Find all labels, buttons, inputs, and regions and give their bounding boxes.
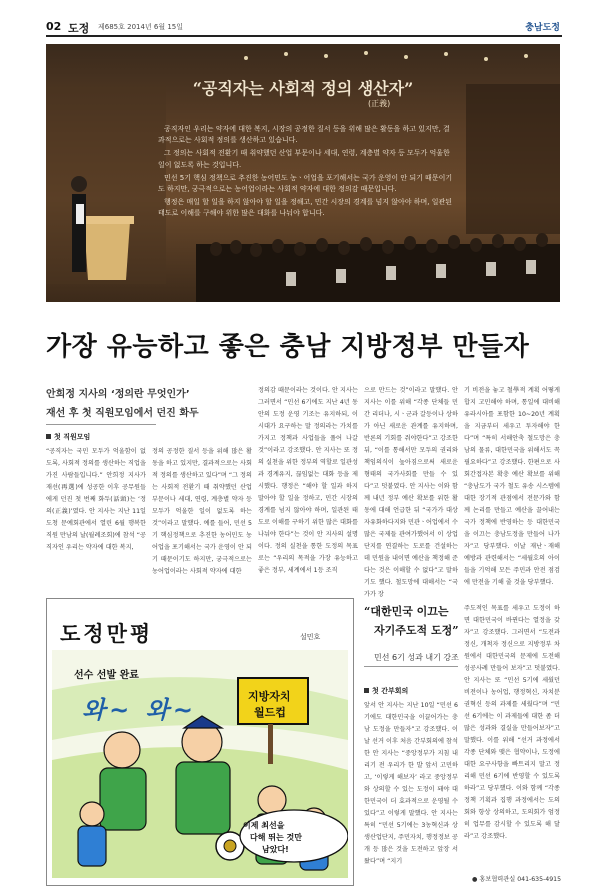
cartoon-illustration — [52, 650, 348, 878]
article2-title-line1: “대한민국 이끄는 — [364, 605, 449, 618]
bubble-text-1: 이제 최선을 — [243, 821, 285, 830]
cartoon-author: 설민호 — [300, 633, 321, 641]
bubble-text-2: 다해 뛰는 것만 — [250, 833, 302, 842]
hero-paragraph: 민선 5기 핵심 정책으로 추진한 농어민도 농ㆍ어업을 포기해서는 국가 운영이 안 되기 때문이기도 하지만, 궁극적으로는 농어업이라는 사회적 약자에 대한 정의감 때문입니다. — [158, 173, 453, 193]
byline-marker — [364, 688, 369, 693]
hero-paragraph: 행정은 매일 할 일을 하지 않아야 할 일을 정해고, 민간 시장의 경계를 넘지 않아야 하며, 일관된 태도로 이해를 구해야 위한 많은 대화를 나눠야 합니다. — [158, 198, 453, 218]
column-text: 기 비전을 놓고 철學적 계획 어떻게 합지 고민해야 하며, 통일에 대비해 유라시아를 포함한 10~20년 계획을 지금부터 세우고 투자해야 한다”며 “특히 서해안축 철도망은 충남의 물류, 대한민국을 위해서도 꼭 필요하다”고 강조했다. 한편으로 사회간접자본 확충 예산 확보를 위해 “충남도가 국가 철도 유송 시스템에 대한 장기적 관점에서 전문가와 함께 논리를 만들고 예산을 끌어내는 국가 정책에 반영하는 등 대한민국을 이끄는 충남도정을 만들어 나가자”고 당부했다. 이날 재난ㆍ재해 예방과 관련해서는 “세월호의 아이들을 기억해 모든 주민과 안전 점검에 만전을 기해 줄 것을 당부했다. — [464, 387, 560, 586]
article-column-2 — [152, 446, 252, 578]
column-text: 정의 공정한 질서 등을 위해 많은 활동을 하고 있지만, 결과적으로는 사회적 정의를 생산하고 있다”며 “그 정의는 사회적 전환기 때 취약했던 산업 부문이나 세대, 연령, 계층별 약자 등 모두가 억울한 일이 없도록 하는 것”이라고 말했다. 예를 들어, 민선 5기 핵심정책으로 추진한 농어민도 농어업을 포기해서는 국가 운영이 안 되기 때문이기도 하지만, 궁극적으로는 농어업이라는 사회적 약자에 대한 — [152, 448, 252, 575]
hero-body-text — [158, 124, 454, 222]
section-name: 도정 — [68, 22, 90, 35]
article2-title-line2: 자기주도적 도정” — [374, 624, 459, 637]
issue-info: 제685호 2014년 6월 15일 — [98, 23, 184, 31]
brand-logo: 충남도정 — [525, 23, 560, 33]
hero-photo — [46, 44, 560, 302]
article-subhead-2: 재선 후 첫 직원모임에서 던진 화두 — [46, 408, 199, 419]
article-byline: 첫 직원모임 — [54, 433, 91, 441]
hero-quote-hanja: (正義) — [368, 99, 391, 108]
header-rule — [46, 35, 562, 37]
column-text: 주도적인 목표를 세우고 도정이 하면 대한민국이 바뀐다는 열정을 갖자”고 강조했다. 그러면서 “도전과 정신, 개척자 정신으로 지방정부 차원에서 대한민국의 문제에 도전해 성공사례 만들어 보자”고 덧붙였다. 안 지사는 또 “민선 5기에 세웠던 비전이나 농어업, 행정혁신, 자치분권혁신 등의 과제를 세웠다”며 “민선 6기에는 이 과제들에 대한 좀 더 많은 성과와 결실을 만들어보자”고 말했다. 이를 위해 “선거 과정에서 각종 단체와 맺은 협약이나, 도정에 대한 요구사항을 빠트리지 말고 정리해 민선 6기에 반영할 수 있도록 하라”고 당부했다. 이와 함께 “각종 정책 기획과 집행 과정에서는 도의회와 항상 상의하고, 도의회가 엄정히 업무를 감시할 수 있도록 해 달라”고 강조했다. — [464, 605, 560, 840]
bubble-text-3: 남았다! — [262, 845, 289, 854]
page-number: 02 — [46, 20, 62, 33]
article-column-5 — [464, 385, 560, 589]
cartoon-caption-top: 선수 선발 완료 — [74, 670, 139, 681]
column-text: “공직자는 국민 모두가 억울함이 없도록, 사회적 정의를 생산하는 직업을 가진 사람들입니다.” 안희정 지사가 재선(再選)에 성공한 이후 공무원들에게 던진 첫 번째 화두(話頭)는 ‘정의(正義)’였다. 안 지사는 지난 11일 도청 문예회관에서 열린 6월 행복한 직원 만남의 날(월례조회)에 참석 “공직자인 우리는 약자에 대한 복지, — [46, 448, 146, 551]
column-text: 앞서 안 지사는 지난 10일 “민선 6기에도 대한민국을 이끌어가는 충남 도정을 만들자”고 강조했다. 이날 선거 이후 처음 간부회의에 참석한 안 지사는 “중앙정부가 지침 내리기 전 우리가 한 발 앞서 고민하고, ‘이렇게 해보자’ 라고 중앙정부와 상의할 수 있는 도정이 돼야 대한민국이 더 효과적으로 운영될 수 있다”고 이렇게 말했다. 안 지사는 특히 “민선 5기에는 3농혁신과 상생산업단지, 주민자치, 행정정보 공개 등 많은 것을 도전하고 앞장 서 왔다”며 “지기 — [364, 702, 458, 865]
article2-column-2 — [464, 603, 560, 843]
page-header — [0, 0, 608, 44]
subhead-rule — [46, 424, 156, 425]
article-column-3 — [258, 385, 358, 577]
column-text: 정의감 때문이라는 것이다. 안 지사는 그러면서 “민선 6기에도 지난 4년 동안의 도정 운영 기조는 유지하되, 이 시대가 요구하는 말 정의라는 가치를 가지고 정책과 사업들을 풀어 나갈 것”이라고 강조했다. 안 지사는 또 정의 실천을 위한 정부의 역할로 일관성과 경계유지, 끊임없는 대화 등을 제시했다. 행정은 “해야 할 일과 하지 말아야 할 일을 정하고, 민간 시장의 경계를 넘지 않아야 하며, 일관된 태도로 이해를 구하기 위한 많은 대화를 나눠야 한다”는 것이 안 지사의 설명이다. 정의 실천을 통한 도정의 목표로는 “우리의 목적을 가장 유능하고 좋은 정부, 세계에서 1등 조직 — [258, 387, 358, 574]
cartoon-sign-line1: 지방자치 — [248, 690, 291, 703]
article-column-4 — [364, 385, 458, 601]
article-subhead-1: 안희정 지사의 ‘정의란 무엇인가’ — [46, 389, 190, 400]
byline-marker — [46, 434, 51, 439]
cartoon-title: 도정만평 — [60, 621, 154, 646]
article-column-1 — [46, 446, 146, 554]
hero-paragraph: 공직자인 우리는 약자에 대한 복지, 시장의 공정한 질서 등을 위해 많은 활동을 하고 있지만, 결과적으로는 사회적 정의를 생산하고 있습니다. — [158, 125, 450, 145]
column-text: 으로 만드는 것”이라고 말했다. 안 지사는 이를 위해 “각종 단체들 민간 리더나, 시ㆍ군과 갈등이나 상하가 아닌 새로운 관계를 유지하며, 반론의 기회를 줘야한다”고 강조한 뒤, “이를 통해서만 모두의 권리와 책임의식이 높아짐으로써 새로운 형태의 국가사회를 만들 수 있다”고 덧붙였다. 안 지사는 이와 함께 내년 정부 예산 확보를 위한 활동에 대해 언급한 뒤 “국가가 대상자유화하다지와 민관ㆍ어업에서 수많은 국제들 관여가했어서 이 상업단지를 연결하는 도로를 건설하는데 민원을 내이면 예산을 책정해 준다는 것은 이해할 수 없다”고 말하기도 했다. 철도망에 대해서는 “국가가 장 — [364, 387, 458, 598]
hero-paragraph: 그 정의는 사회적 전환기 때 취약했던 산업 부문이나 세대, 연령, 계층별 약자 등 모두가 억울한 일이 없도록 하는 것입니다. — [158, 149, 450, 169]
podium — [80, 216, 134, 280]
hero-quote: “공직자는 사회적 정의 생산자” — [192, 79, 414, 98]
article2-rule — [364, 666, 458, 667]
cartoon-sign-line2: 월드컵 — [254, 706, 286, 719]
article2-subhead: 민선 6기 성과 내기 강조 — [374, 653, 459, 662]
article-headline: 가장 유능하고 좋은 충남 지방정부 만들자 — [46, 332, 530, 362]
contact-info: ● 홍보협력관실 041-635-4915 — [472, 876, 562, 883]
article2-column-1 — [364, 700, 458, 868]
cartoon-cheer: 와~ 와~ — [82, 696, 197, 724]
article2-byline: 첫 간부회의 — [372, 687, 409, 695]
